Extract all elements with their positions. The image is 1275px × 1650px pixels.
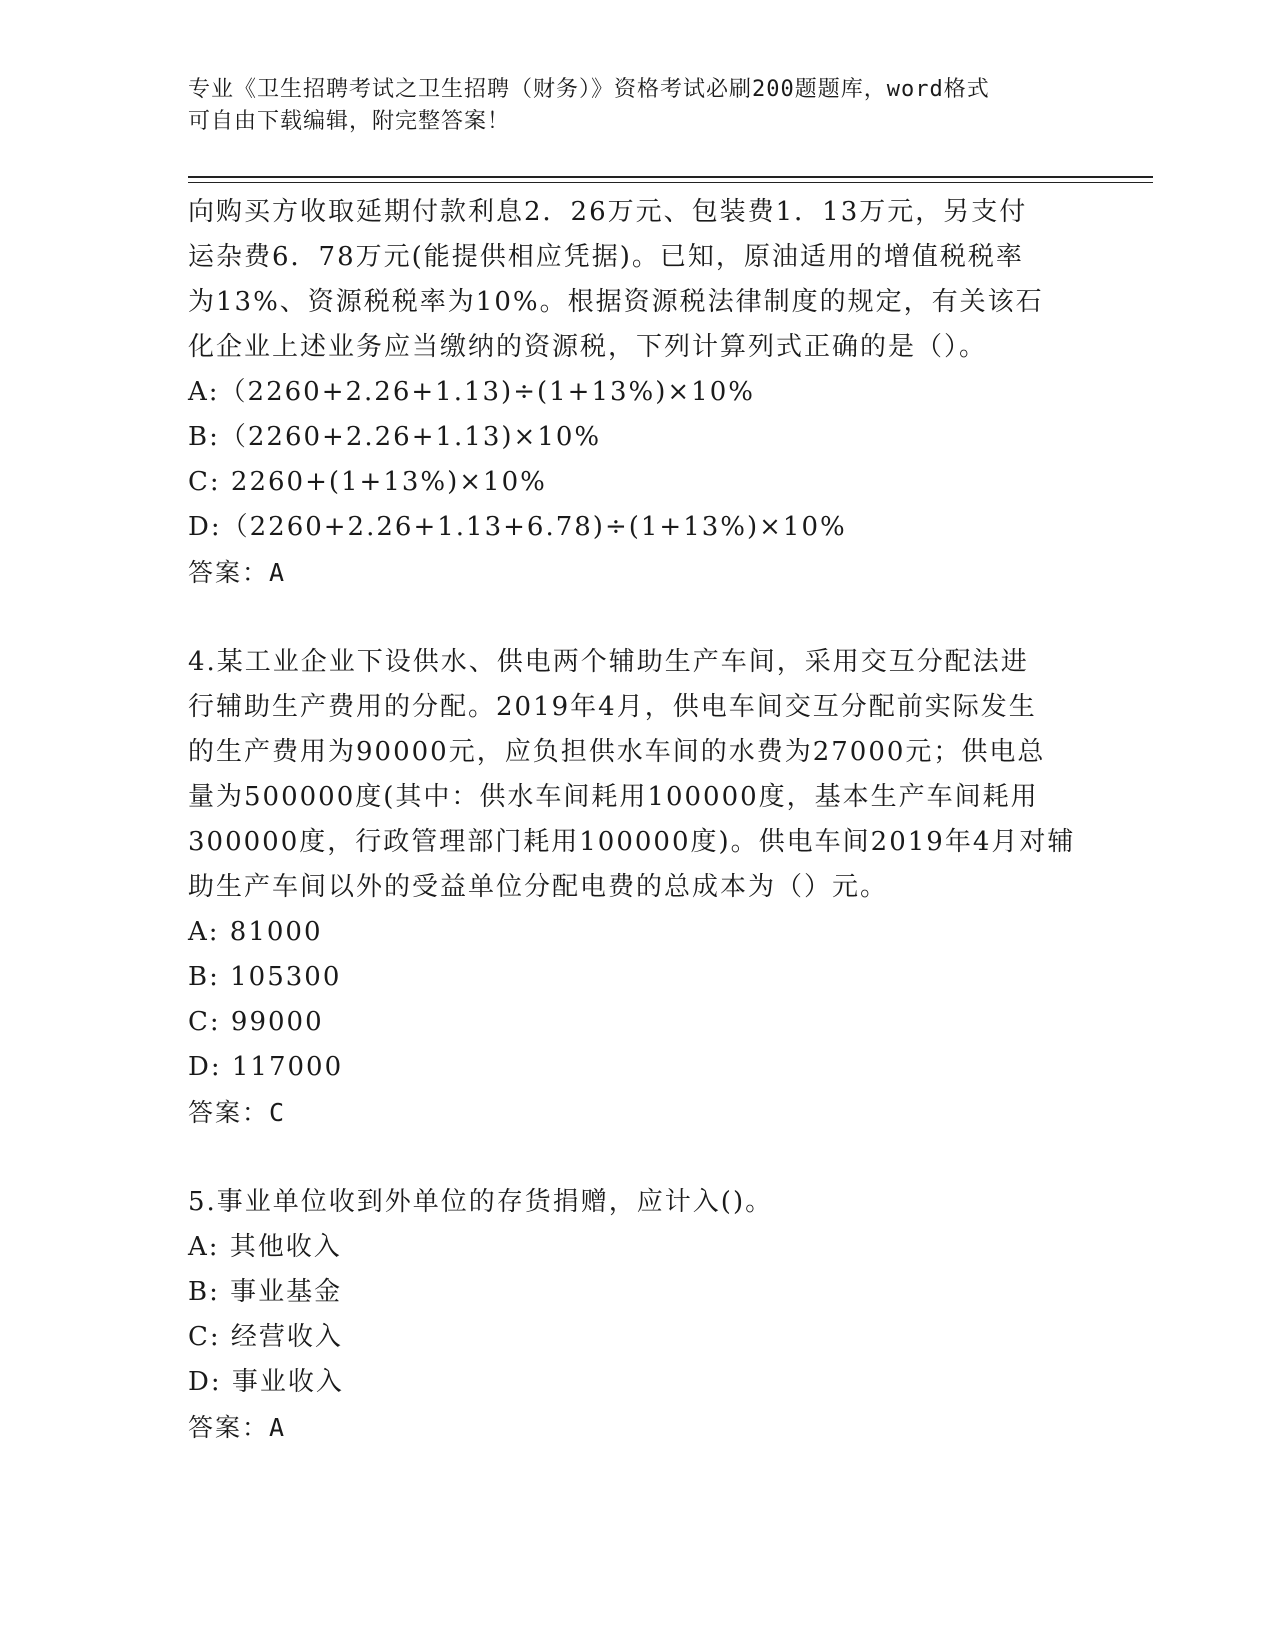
question-4-line-5: 300000度，行政管理部门耗用100000度)。供电车间2019年4月对辅 — [188, 827, 1076, 857]
document-body — [188, 190, 1088, 1450]
header-line-2: 可自由下载编辑，附完整答案！ — [188, 109, 511, 134]
question-3-option-a: A:（2260+2.26+1.13)÷(1+13%)×10% — [188, 377, 755, 407]
question-5-option-b: B: 事业基金 — [188, 1277, 343, 1307]
question-5 — [188, 1180, 1088, 1450]
question-5-answer: 答案：A — [188, 1413, 287, 1442]
question-3-answer: 答案：A — [188, 558, 287, 587]
question-4-option-c: C: 99000 — [188, 1007, 324, 1037]
question-4-option-d: D: 117000 — [188, 1052, 344, 1082]
question-5-option-a: A: 其他收入 — [188, 1232, 342, 1262]
question-4-option-b: B: 105300 — [188, 962, 342, 992]
question-4-line-6: 助生产车间以外的受益单位分配电费的总成本为（）元。 — [188, 872, 889, 902]
question-3-option-c: C: 2260+(1+13%)×10% — [188, 467, 547, 497]
question-5-line-1: 5.事业单位收到外单位的存货捐赠，应计入()。 — [188, 1187, 774, 1217]
question-3 — [188, 190, 1088, 595]
question-3-line-3: 为13%、资源税税率为10%。根据资源税法律制度的规定，有关该石 — [188, 287, 1044, 317]
question-4-line-3: 的生产费用为90000元，应负担供水车间的水费为27000元；供电总 — [188, 737, 1046, 767]
question-3-line-4: 化企业上述业务应当缴纳的资源税，下列计算列式正确的是（）。 — [188, 332, 988, 362]
question-3-option-d: D:（2260+2.26+1.13+6.78)÷(1+13%)×10% — [188, 512, 847, 542]
question-4-option-a: A: 81000 — [188, 917, 323, 947]
question-5-option-d: D: 事业收入 — [188, 1367, 344, 1397]
question-5-option-c: C: 经营收入 — [188, 1322, 343, 1352]
question-4-line-4: 量为500000度(其中：供水车间耗用100000度，基本生产车间耗用 — [188, 782, 1039, 812]
question-4 — [188, 640, 1088, 1135]
question-4-line-2: 行辅助生产费用的分配。2019年4月，供电车间交互分配前实际发生 — [188, 692, 1037, 722]
question-4-line-1: 4.某工业企业下设供水、供电两个辅助生产车间，采用交互分配法进 — [188, 647, 1029, 677]
question-3-option-b: B:（2260+2.26+1.13)×10% — [188, 422, 602, 452]
question-3-line-1: 向购买方收取延期付款利息2．26万元、包装费1．13万元，另支付 — [188, 197, 1028, 227]
header-divider-thin — [188, 182, 1153, 183]
header-line-1: 专业《卫生招聘考试之卫生招聘（财务）》资格考试必刷200题题库，word格式 — [188, 77, 990, 102]
question-4-answer: 答案：C — [188, 1098, 287, 1127]
question-3-line-2: 运杂费6．78万元(能提供相应凭据)。已知，原油适用的增值税税率 — [188, 242, 1024, 272]
header-divider-thick — [188, 176, 1153, 178]
document-header — [188, 74, 1088, 138]
